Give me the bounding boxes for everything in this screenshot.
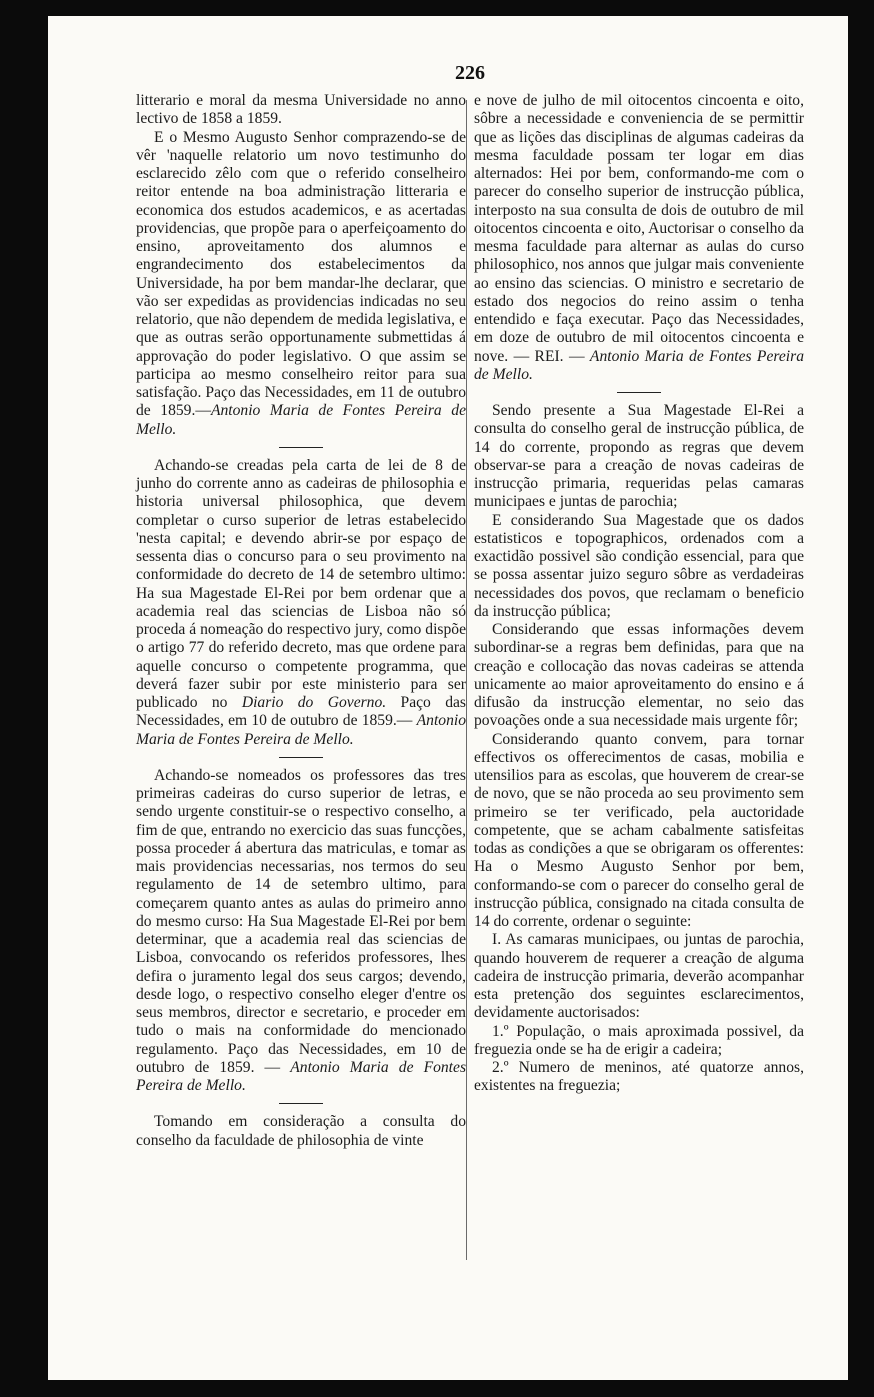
- paragraph: litterario e moral da mesma Universidade no anno lectivo de 1858 a 1859.: [136, 92, 466, 128]
- signature: Antonio Maria de Fontes Pereira de Mello.: [136, 1058, 467, 1094]
- column-divider: [466, 100, 467, 1260]
- separator-rule: [279, 757, 323, 758]
- paragraph: E o Mesmo Augusto Senhor comprazendo-se de vêr 'naquelle relatorio um novo testimunho do esclarecido zêlo com que o referido conselheiro reitor entende na boa administração litteraria e economica dos estudos academicos, e as acertadas providencias, que propõe para o aperfeiçoamento do ensino, aproveitamento dos alumnos e engrandecimento dos estabelecimentos da Universidade, ha por bem mandar-lhe declarar, que vão ser expedidas as providencias indicadas no seu relatorio, que não dependem de medida legislativa, e que as outras serão opportunamente submettidas á approvação do poder legislativo. O que assim se participa ao mesmo conselheiro reitor para sua satisfação. Paço das Necessidades, em 11 de outubro de 1859.—Antonio Maria de Fontes Pereira de Mello.: [136, 128, 466, 438]
- signature: Antonio Maria de Fontes Pereira de Mello.: [136, 712, 467, 748]
- document-page: [48, 16, 848, 1380]
- paragraph: Achando-se creadas pela carta de lei de 8 de junho do corrente anno as cadeiras de philosophia e historia universal philosophica, que devem completar o curso superior de letras estabelecido 'nesta capital; e devendo abrir-se por espaço de sessenta dias o concurso para o seu provimento na conformidade do decreto de 14 de setembro ultimo: Ha sua Magestade El-Rei por bem ordenar que a academia real das sciencias de Lisboa não só proceda á nomeação do respectivo jury, como dispõe o artigo 77 do referido decreto, mas que ordene para aquelle concurso o competente programma, que deverá fazer subir por este ministerio para ser publicado no Diario do Governo. Paço das Necessidades, em 10 de outubro de 1859.— Antonio Maria de Fontes Pereira de Mello.: [136, 456, 467, 748]
- signature: Antonio Maria de Fontes Pereira de Mello.: [474, 347, 804, 383]
- signature: Antonio Maria de Fontes Pereira de Mello.: [136, 402, 466, 438]
- publication-name: Diario do Governo.: [241, 694, 387, 711]
- left-column: [136, 92, 466, 1150]
- paragraph: Considerando que essas informações devem subordinar-se a regras bem definidas, para que na creação e collocação das novas cadeiras se attenda unicamente ao maior aproveitamento do ensino e á difusão da instrucção elementar, no seio das povoações onde a sua necessidade mais urgente fôr;: [474, 621, 804, 730]
- paragraph: e nove de julho de mil oitocentos cincoenta e oito, sôbre a necessidade e conveniencia de se permittir que as lições das disciplinas de algumas cadeiras da mesma faculdade possam ter logar em dias alternados: Hei por bem, conformando-me com o parecer do conselho superior de instrucção pública, interposto na sua consulta de dois de outubro de mil oitocentos cincoenta e oito, Auctorisar o conselho da mesma faculdade para alternar as aulas do curso philosophico, nos annos que julgar mais conveniente ao ensino das sciencias. O ministro e secretario de estado dos negocios do reino assim o tenha entendido e faça executar. Paço das Necessidades, em doze de outubro de mil oitocentos cincoenta e nove. — REI. — Antonio Maria de Fontes Pereira de Mello.: [474, 92, 804, 383]
- list-item: I. As camaras municipaes, ou juntas de parochia, quando houverem de requerer a creação de alguma cadeira de instrucção primaria, deverão acompanhar esta pretenção dos seguintes esclarecimentos, devidamente auctorisados:: [474, 931, 804, 1022]
- paragraph: Considerando quanto convem, para tornar effectivos os offerecimentos de casas, mobilia e utensilios para as escolas, que houverem de crear-se de novo, que se não proceda ao seu provimento sem primeiro se ter verificado, pela auctoridade competente, que se acham cabalmente satisfeitas todas as condições a que se obrigaram os offerentes: Ha o Mesmo Augusto Senhor por bem, conformando-se com o parecer do conselho geral de instrucção pública, consignado na citada consulta de 14 do corrente, ordenar o seguinte:: [474, 730, 804, 930]
- right-column: [474, 92, 804, 1096]
- separator-rule: [279, 1103, 323, 1104]
- paragraph: Sendo presente a Sua Magestade El-Rei a consulta do conselho geral de instrucção pública, de 14 do corrente, propondo as regras que devem observar-se para a creação de novas cadeiras de instrucção primaria, requeridas pelas camaras municipaes e juntas de parochia;: [474, 402, 804, 511]
- paragraph: Achando-se nomeados os professores das tres primeiras cadeiras do curso superior de letras, e sendo urgente constituir-se o respectivo conselho, a fim de que, entrando no exercicio das suas funcções, possa proceder á abertura das matriculas, e tomar as mais providencias necessarias, nos termos do seu regulamento de 14 de setembro ultimo, para começarem quanto antes as aulas do primeiro anno do mesmo curso: Ha Sua Magestade El-Rei por bem determinar, que a academia real das sciencias de Lisboa, convocando os referidos professores, lhes defira o juramento legal dos seus cargos; devendo, desde logo, o respectivo conselho eleger d'entre os seus membros, director e secretario, e proceder em tudo o mais na conformidade do mencionado regulamento. Paço das Necessidades, em 10 de outubro de 1859. — Antonio Maria de Fontes Pereira de Mello.: [136, 766, 467, 1094]
- paragraph: Tomando em consideração a consulta do conselho da faculdade de philosophia de vinte: [136, 1113, 466, 1149]
- list-item: 1.º População, o mais aproximada possivel, da freguezia onde se ha de erigir a cadeira;: [474, 1022, 804, 1058]
- list-item: 2.º Numero de meninos, até quatorze annos, existentes na freguezia;: [474, 1059, 804, 1095]
- separator-rule: [617, 392, 661, 393]
- paragraph: E considerando Sua Magestade que os dados estatisticos e topographicos, ordenados com a exactidão possivel são condição essencial, para que se possa assentar juizo seguro sôbre as verdadeiras necessidades dos povos, que reclamam o beneficio da instrucção pública;: [474, 511, 804, 620]
- separator-rule: [279, 447, 323, 448]
- page-number: 226: [455, 62, 485, 84]
